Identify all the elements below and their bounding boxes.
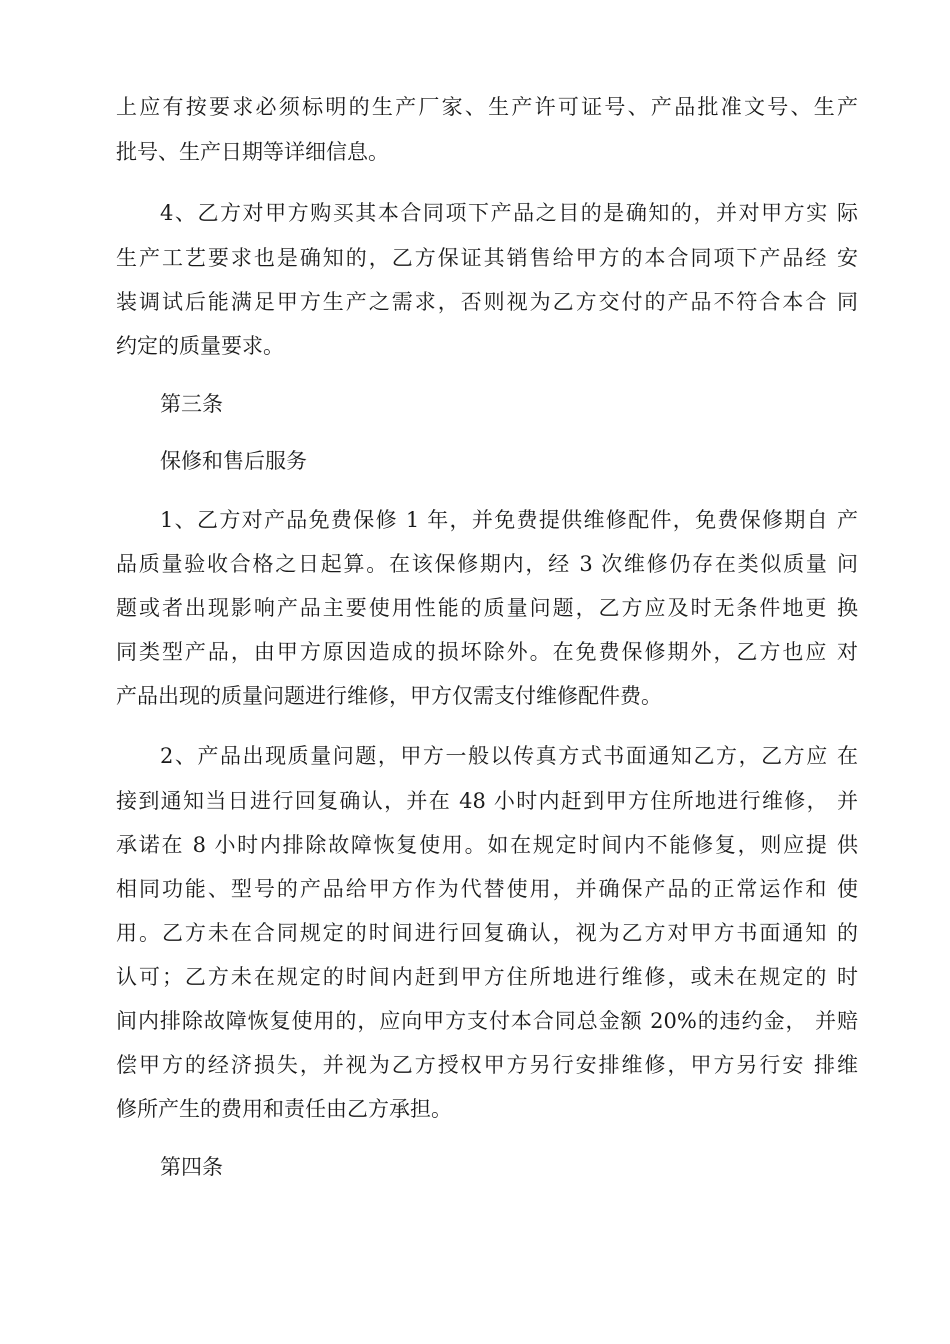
paragraph-line: 批号、生产日期等详细信息。: [116, 140, 389, 164]
paragraph-line: 相同功能、型号的产品给甲方作为代替使用，并确保产品的正常运作和 使: [116, 877, 858, 901]
article-number: 第三条: [160, 392, 223, 416]
paragraph-line: 装调试后能满足甲方生产之需求，否则视为乙方交付的产品不符合本合 同: [116, 290, 858, 314]
article-number: 第四条: [160, 1155, 223, 1179]
paragraph-line: 间内排除故障恢复使用的，应向甲方支付本合同总金额 20%的违约金， 并赔: [116, 1009, 858, 1033]
paragraph-line: 生产工艺要求也是确知的，乙方保证其销售给甲方的本合同项下产品经 安: [116, 246, 858, 270]
paragraph-line: 修所产生的费用和责任由乙方承担。: [116, 1097, 452, 1121]
paragraph-line: 用。乙方未在合同规定的时间进行回复确认，视为乙方对甲方书面通知 的: [116, 921, 858, 945]
paragraph-line: 上应有按要求必须标明的生产厂家、生产许可证号、产品批准文号、生产: [116, 95, 858, 119]
paragraph-line: 认可；乙方未在规定的时间内赶到甲方住所地进行维修，或未在规定的 时: [116, 965, 858, 989]
paragraph-line: 题或者出现影响产品主要使用性能的质量问题，乙方应及时无条件地更 换: [116, 596, 858, 620]
paragraph-line: 约定的质量要求。: [116, 334, 284, 358]
paragraph-line: 2、产品出现质量问题，甲方一般以传真方式书面通知乙方，乙方应 在: [160, 744, 858, 768]
paragraph-line: 同类型产品，由甲方原因造成的损坏除外。在免费保修期外，乙方也应 对: [116, 640, 858, 664]
paragraph-line: 产品出现的质量问题进行维修，甲方仅需支付维修配件费。: [116, 684, 662, 708]
paragraph-line: 承诺在 8 小时内排除故障恢复使用。如在规定时间内不能修复，则应提 供: [116, 833, 858, 857]
paragraph-line: 接到通知当日进行回复确认，并在 48 小时内赶到甲方住所地进行维修， 并: [116, 789, 858, 813]
paragraph-line: 4、乙方对甲方购买其本合同项下产品之目的是确知的，并对甲方实 际: [160, 201, 858, 225]
paragraph-line: 1、乙方对产品免费保修 1 年，并免费提供维修配件，免费保修期自 产: [160, 508, 858, 532]
paragraph-line: 偿甲方的经济损失，并视为乙方授权甲方另行安排维修，甲方另行安 排维: [116, 1053, 858, 1077]
paragraph-line: 品质量验收合格之日起算。在该保修期内，经 3 次维修仍存在类似质量 问: [116, 552, 858, 576]
article-title: 保修和售后服务: [160, 449, 307, 473]
